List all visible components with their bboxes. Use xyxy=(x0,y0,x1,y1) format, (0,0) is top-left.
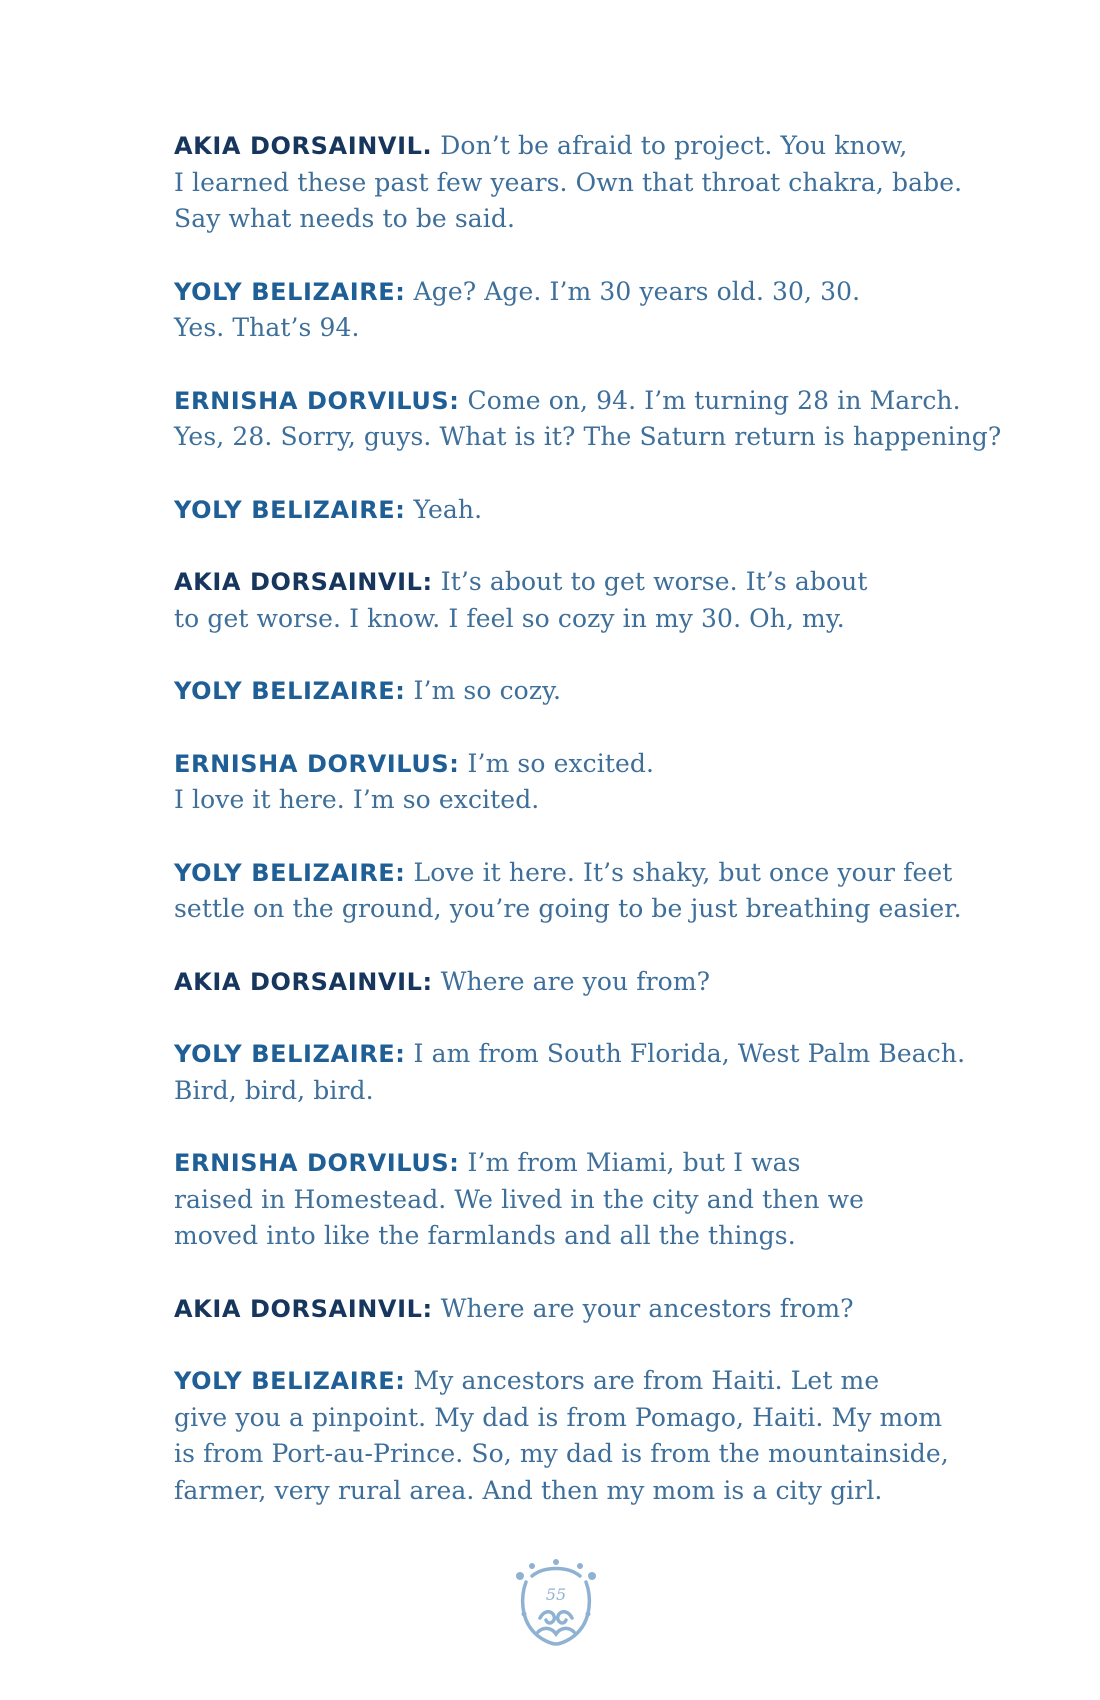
speaker-name: YOLY BELIZAIRE: xyxy=(174,858,406,887)
transcript-line xyxy=(174,1400,974,1437)
transcript-line xyxy=(174,201,974,238)
transcript-entry xyxy=(174,964,974,1001)
spoken-text: I learned these past few years. Own that throat chakra, babe. xyxy=(174,167,963,197)
spoken-text: I’m from Miami, but I was xyxy=(459,1148,801,1177)
speaker-name: AKIA DORSAINVIL: xyxy=(174,967,433,996)
spoken-text: settle on the ground, you’re going to be just breathing easier. xyxy=(174,894,962,923)
spoken-text: farmer, very rural area. And then my mom is a city girl. xyxy=(174,1475,883,1505)
spoken-text: Come on, 94. I’m turning 28 in March. xyxy=(459,385,961,415)
transcript-entry xyxy=(174,1036,974,1109)
spoken-text: My ancestors are from Haiti. Let me xyxy=(405,1366,880,1395)
transcript-line xyxy=(174,1145,974,1182)
transcript-entry xyxy=(174,274,974,347)
speaker-name: ERNISHA DORVILUS: xyxy=(174,386,460,415)
spoken-text: Yes. That’s 94. xyxy=(174,313,360,342)
transcript-entry xyxy=(174,564,974,637)
transcript-entry xyxy=(174,492,974,529)
speaker-name: AKIA DORSAINVIL: xyxy=(174,568,433,596)
speaker-name: YOLY BELIZAIRE: xyxy=(174,1367,406,1395)
transcript-line xyxy=(174,746,974,783)
transcript-line xyxy=(174,310,974,347)
speaker-name: AKIA DORSAINVIL: xyxy=(174,1294,433,1323)
spoken-text: Yeah. xyxy=(405,494,483,524)
transcript-line xyxy=(174,1218,974,1255)
transcript-entry xyxy=(174,1363,974,1509)
spoken-text: I’m so excited. xyxy=(459,748,655,778)
spoken-text: give you a pinpoint. My dad is from Pomago, Haiti. My mom xyxy=(174,1402,943,1432)
speaker-name: ERNISHA DORVILUS: xyxy=(174,749,460,778)
speaker-name: YOLY BELIZAIRE: xyxy=(174,677,406,705)
transcript-line xyxy=(174,1473,974,1510)
spoken-text: Love it here. It’s shaky, but once your feet xyxy=(405,857,953,887)
transcript-entry xyxy=(174,1145,974,1255)
transcript-line xyxy=(174,1036,974,1073)
transcript-entry xyxy=(174,855,974,928)
spoken-text: I love it here. I’m so excited. xyxy=(174,785,540,814)
transcript-line xyxy=(174,601,974,638)
transcript-line xyxy=(174,964,974,1001)
speaker-name: YOLY BELIZAIRE: xyxy=(174,1040,406,1068)
transcript-entry xyxy=(174,1291,974,1328)
transcript-line xyxy=(174,128,974,165)
transcript-line xyxy=(174,855,974,892)
page-number-ornament xyxy=(510,1552,602,1652)
transcript xyxy=(174,128,1002,1545)
transcript-line xyxy=(174,383,974,420)
transcript-line xyxy=(174,1073,974,1110)
transcript-entry xyxy=(174,383,1002,456)
spoken-text: Say what needs to be said. xyxy=(174,204,516,233)
speaker-name: AKIA DORSAINVIL. xyxy=(174,132,433,160)
spoken-text: raised in Homestead. We lived in the city and then we xyxy=(174,1184,865,1214)
transcript-line xyxy=(174,1182,974,1219)
spoken-text: I’m so cozy. xyxy=(405,676,562,705)
spoken-text: moved into like the farmlands and all the things. xyxy=(174,1221,796,1250)
transcript-line xyxy=(174,492,974,529)
spoken-text: Where are your ancestors from? xyxy=(432,1293,854,1323)
transcript-line xyxy=(174,1363,974,1400)
transcript-entry xyxy=(174,673,974,710)
spoken-text: Where are you from? xyxy=(432,966,711,996)
transcript-line xyxy=(174,419,1002,456)
transcript-line xyxy=(174,274,974,311)
spoken-text: Don’t be afraid to project. You know, xyxy=(432,131,908,160)
scroll-ornament-icon xyxy=(510,1552,602,1652)
transcript-line xyxy=(174,891,974,928)
transcript-line xyxy=(174,1291,974,1328)
transcript-line xyxy=(174,564,974,601)
transcript-entry xyxy=(174,128,974,238)
spoken-text: It’s about to get worse. It’s about xyxy=(432,567,868,596)
transcript-line xyxy=(174,782,974,819)
spoken-text: Yes, 28. Sorry, guys. What is it? The Saturn return is happening? xyxy=(174,422,1002,451)
transcript-line xyxy=(174,165,974,202)
spoken-text: Bird, bird, bird. xyxy=(174,1075,374,1105)
speaker-name: YOLY BELIZAIRE: xyxy=(174,495,406,524)
spoken-text: Age? Age. I’m 30 years old. 30, 30. xyxy=(405,276,861,306)
transcript-entry xyxy=(174,746,974,819)
transcript-line xyxy=(174,1436,974,1473)
transcript-line xyxy=(174,673,974,710)
speaker-name: YOLY BELIZAIRE: xyxy=(174,277,406,306)
spoken-text: is from Port-au-Prince. So, my dad is from the mountainside, xyxy=(174,1439,949,1468)
spoken-text: to get worse. I know. I feel so cozy in my 30. Oh, my. xyxy=(174,603,845,633)
speaker-name: ERNISHA DORVILUS: xyxy=(174,1149,460,1177)
spoken-text: I am from South Florida, West Palm Beach. xyxy=(405,1039,966,1068)
page-number: 55 xyxy=(545,1585,567,1604)
